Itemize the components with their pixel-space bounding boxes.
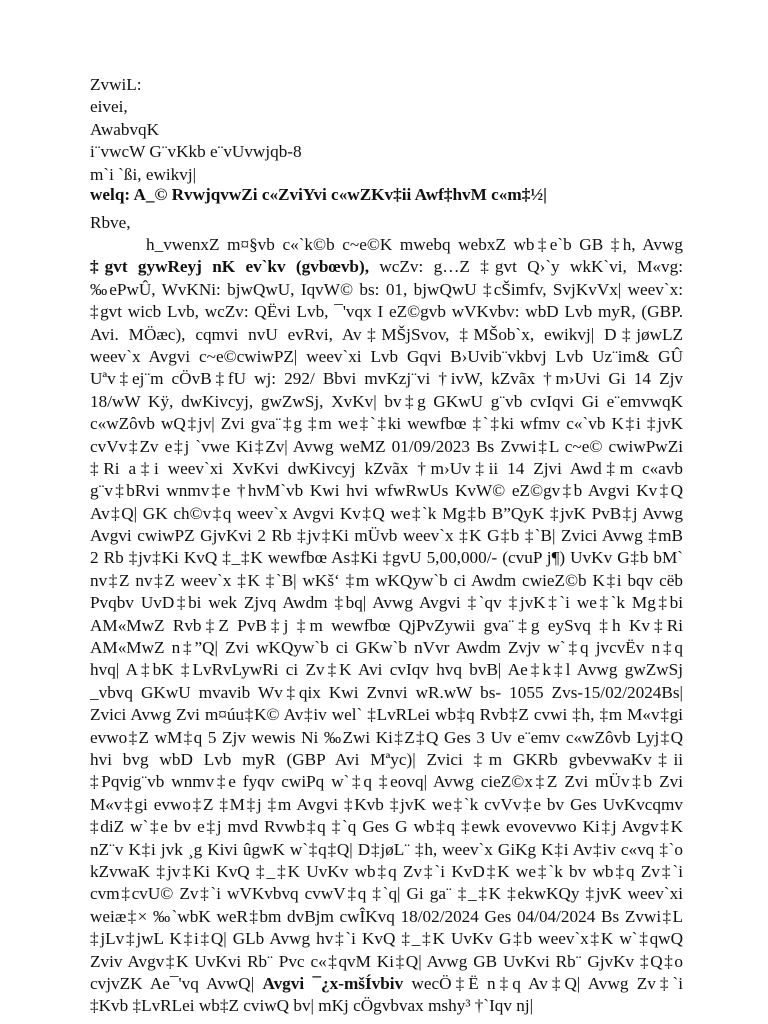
body-line (90, 883, 683, 905)
body-line (90, 727, 683, 749)
body-line (90, 503, 683, 525)
body-text-segment: wcZv: g…Z ‡gvt Q›`y wkK`vi, M«vg: (369, 257, 683, 277)
body-text-segment: ‡Kvb ‡LvRLei wb‡Z cviwQ bv| mKj cÖgvbvax mshy³ †`Iqv nj| (90, 996, 534, 1016)
body-line (90, 413, 683, 435)
body-line (90, 995, 683, 1017)
body-line (90, 816, 683, 838)
body-line (90, 749, 683, 771)
body-text-segment: ‡gvt wicb Lvb, wcZv: QËvi Lvb, ¯'vqx I eZ©gvb wVKvbv: wbD Lvb myR, (GBP. (90, 302, 683, 322)
body-line (90, 682, 683, 704)
recipient-location-line: m`i `ßi, ewikvj| (90, 164, 197, 184)
body-text-segment: evwo‡Z wM‡q 5 Zjv wewis Ni ‰Zwi Ki‡Z‡Q Ges 3 Uv e¨emv c«wZôvb Lyj‡Q (90, 727, 683, 747)
body-line (90, 570, 683, 592)
body-text-segment: cvjvZK Ae¯'vq AvwQ| (90, 973, 263, 993)
body-text-segment: Zviv Avgv‡K UvKvi Rb¨ Pvc c«‡qvM Ki‡Q| Avwg GB UvKvi Rb¨ GjvKv ‡Q‡o (90, 951, 683, 971)
body-line (90, 480, 683, 502)
body-line (90, 346, 683, 368)
body-text-segment: 18/wW Kÿ, dwKivcyj, gwZwSj, XvKv| bv‡g GKwU g¨vb cvIqvi Gi e¨emvwqK (90, 391, 683, 411)
body-text-segment: hvi bvg wbD Lvb myR (GBP Avi Mªyc)| Zvici ‡m GKRb gvbevwaKv‡ii (90, 749, 683, 769)
body-text-segment: g¨v‡bRvi wnmv‡e †hvM`vb Kwi hvi wfwRwUs KvW© eZ©gv‡b Avgvi Kv‡Q (90, 481, 683, 501)
body-text-segment: Pvqbv UvD‡bi wek Zjvq Awdm ‡bq| Avwg Avgvi ‡`qv ‡jvK‡`i we‡`k Mg‡bi (90, 593, 683, 613)
recipient-unit-line: i¨vwcW G¨vKkb e¨vUvwjqb-8 (90, 142, 302, 162)
body-bold-text: ‡gvt gywReyj nK ev`kv (gvbœvb), (90, 257, 369, 277)
recipient-honorific-line: eivei, (90, 97, 128, 117)
body-text-segment: kZvwaK ‡jv‡Ki KvQ ‡_‡K UvKv wb‡q Zv‡`i KvD‡K we‡`k bv wb‡q Zv‡`i (90, 861, 683, 881)
body-line (90, 391, 683, 413)
body-text-segment: Zvici Avwg Zvi m¤úu‡K© Av‡iv wel` ‡LvRLei wb‡q Rvb‡Z cvwi ‡h, ‡m M«v‡gi (90, 705, 683, 725)
body-line (90, 301, 683, 323)
body-line (90, 659, 683, 681)
recipient-title-line: AwabvqK (90, 119, 160, 139)
body-text-segment: ‡Ri a‡i weev`xi XvKvi dwKivcyj kZvãx †m›Uv‡ii 14 Zjvi Awd‡m c«avb (90, 458, 683, 478)
body-text-segment: M«v‡gi evwo‡Z ‡M‡j ‡m Avgvi ‡Kvb ‡jvK we‡`k cvVv‡e bv Ges UvKvcqmv (90, 794, 683, 814)
body-text-segment: AM«MwZ n‡”Q| Zvi wKQyw`b ci GKw`b nVvr Awdm Zvjv w`‡q jvcvËv n‡q (90, 638, 683, 658)
subject-line: welq: A_© RvwjqvwZi c«ZviYvi c«wZKv‡ii Awf‡hvM c«m‡½| (90, 185, 547, 204)
body-line (90, 525, 683, 547)
body-text-segment: ‡jLv‡jwL K‡i‡Q| GLb Avwg hv‡`i KvQ ‡_‡K UvKv G‡b weev`x‡K w`‡qwQ (90, 929, 683, 949)
body-line (90, 839, 683, 861)
body-text-segment: ‡Pqvig¨vb wnmv‡e fyqv cwiPq w`‡q ‡eovq| Avwg cieZ©x‡Z Zvi mÜv‡b Zvi (90, 772, 683, 792)
body-line (90, 324, 683, 346)
body-line (90, 928, 683, 950)
body-text-segment: _vbvq GKwU mvavib Wv‡qix Kwi Zvnvi wR.wW bs- 1055 Zvs-15/02/2024Bs| (90, 682, 683, 702)
body-line (90, 704, 683, 726)
body-line (90, 592, 683, 614)
body-line (90, 436, 683, 458)
body-text-segment: nZ¨v K‡i jvk ¸g Kivi ûgwK w`‡q‡Q| D‡jøL¨ ‡h, weev`x GiKg K‡i Av‡iv c«vq ‡`o (90, 839, 683, 859)
letter-body (90, 234, 683, 1018)
body-line (90, 771, 683, 793)
recipient-address-block (90, 74, 690, 186)
body-line (90, 368, 683, 390)
body-bold-text: Avgvi ¯¿x-mšÍvbiv (262, 973, 404, 993)
salutation: Rbve, (90, 213, 131, 232)
body-text-segment: ‡diZ w`‡e bv e‡j mvd Rvwb‡q ‡`q Ges G wb‡q ‡ewk evovevwo Ki‡j Avgv‡K (90, 817, 683, 837)
body-text-segment: ‰ePwÛ, WvKNi: bjwQwU, IqvW© bs: 01, bjwQwU ‡cŠimfv, SvjKvVx| weev`x: (90, 279, 683, 299)
body-line (90, 279, 683, 301)
body-text-segment: AM«MwZ Rvb‡Z PvB‡j ‡m wewfbœ QjPvZywii gva¨‡g eySvq ‡h Kv‡Ri (90, 615, 683, 635)
body-line (90, 547, 683, 569)
recipient-to-line: ZvwiL: (90, 75, 142, 94)
body-text-segment: Av‡Q| GK ch©v‡q weev`x Avgvi Kv‡Q we‡`k Mg‡b B”QyK ‡jvK PvB‡j Avwg (90, 503, 683, 523)
body-text-segment: Uªv‡ej¨m cÖvB‡fU wj: 292/ Bbvi mvKzj¨vi †ivW, kZvãx †m›Uvi Gi 14 Zjv (90, 369, 683, 389)
body-text-segment: cvm‡cvU© Zv‡`i wVKvbvq cvwV‡q ‡`q| Gi ga¨ ‡_‡K ‡ekwKQy ‡jvK weev`xi (90, 884, 683, 904)
body-text-segment: nv‡Z nv‡Z weev`x ‡K ‡`B| wKš‘ ‡m wKQyw`b ci Awdm cwieZ©b K‡i bqv cëb (90, 570, 683, 590)
body-line (90, 615, 683, 637)
body-text-segment: Avgvi cwiwPZ GjvKvi 2 Rb ‡jv‡Ki mÜvb weev`x ‡K G‡b ‡`B| Zvici Avwg ‡mB (90, 526, 683, 546)
body-text-segment: weev`x Avgvi c~e©cwiwPZ| weev`xi Lvb Gqvi B›Uvib¨vkbvj Lvb Uz¨im& GÛ (90, 346, 683, 366)
body-line (90, 256, 683, 278)
body-line (90, 458, 683, 480)
body-line (90, 794, 683, 816)
body-text-segment: cvVv‡Zv e‡j `vwe Ki‡Zv| Avwg weMZ 01/09/2023 Bs Zvwi‡L c~e© cwiwPwZi (90, 436, 683, 456)
body-line (90, 234, 683, 256)
body-text-segment: hvq| A‡bK ‡LvRvLywRi ci Zv‡K Avi cvIqv hvq bvB| Ae‡k‡l Avwg gwZwSj (90, 660, 683, 680)
body-text-segment: wecÖ‡Ë n‡q Av‡Q| Avwg Zv‡`i (403, 973, 683, 993)
body-line (90, 861, 683, 883)
body-line (90, 951, 683, 973)
body-line (90, 973, 683, 995)
body-line (90, 637, 683, 659)
body-text-segment: c«wZôvb wQ‡jv| Zvi gva¨‡g ‡m we‡`‡ki wewfbœ ‡`‡ki wfmv c«`vb K‡i ‡jvK (90, 414, 683, 434)
body-text-segment: weiæ‡× ‰`wbK weR‡bm dvBjm cwÎKvq 18/02/2024 Ges 04/04/2024 Bs Zvwi‡L (90, 906, 683, 926)
body-text-segment: h_vwenxZ m¤§vb c«`k©b c~e©K mwebq webxZ wb‡e`b GB ‡h, Avwg (146, 235, 683, 254)
body-line (90, 906, 683, 928)
body-text-segment: 2 Rb ‡jv‡Ki KvQ ‡_‡K wewfbœ As‡Ki ‡gvU 5,00,000/- (cvuP j¶) UvKv G‡b bM` (90, 548, 683, 568)
body-text-segment: Avi. MÖæc), cqmvi nvU evRvi, Av‡MŠjSvov, ‡MŠob`x, ewikvj| D‡jøwLZ (90, 324, 683, 344)
